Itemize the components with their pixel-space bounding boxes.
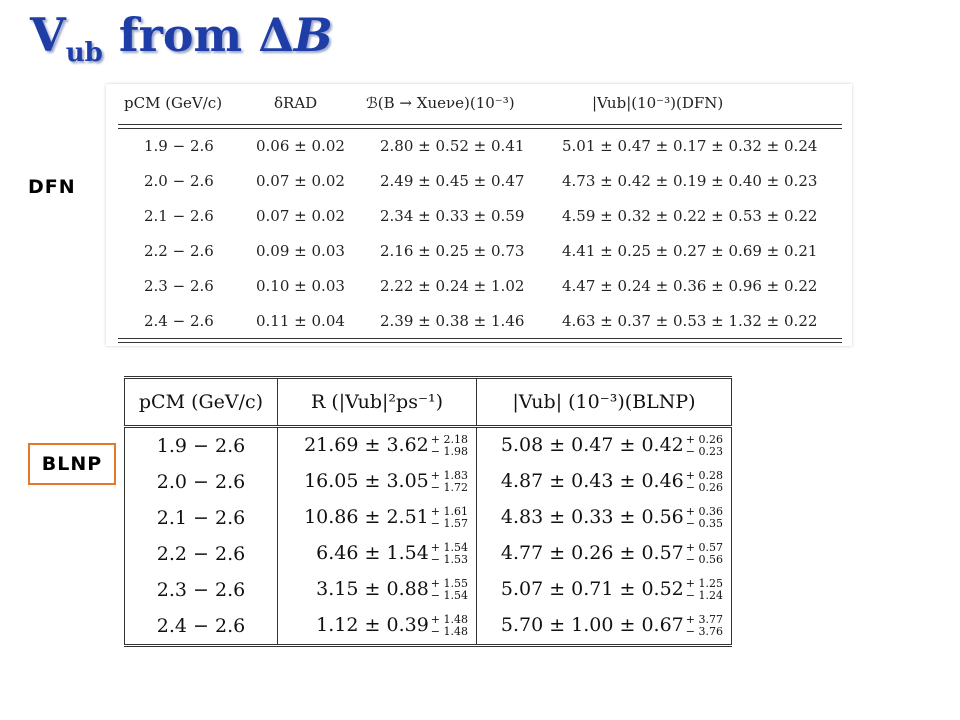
- blnp-cell-p: 2.4 − 2.6: [125, 608, 278, 646]
- blnp-cell-v: [477, 464, 732, 500]
- dfn-header-branching: ℬ(B → Xueνe)(10⁻³): [366, 94, 515, 112]
- blnp-cell-p: 2.2 − 2.6: [125, 536, 278, 572]
- asym-error: + 0.57 − 0.56: [685, 541, 723, 566]
- blnp-cell-r: [278, 536, 477, 572]
- dfn-cell: 2.34 ± 0.33 ± 0.59: [380, 207, 525, 225]
- value-text: 21.69 ± 3.62: [304, 434, 429, 456]
- asym-error: + 1.48 − 1.48: [430, 613, 468, 638]
- dfn-cell: 4.47 ± 0.24 ± 0.36 ± 0.96 ± 0.22: [562, 277, 818, 295]
- asym-error: + 1.61 − 1.57: [430, 505, 468, 530]
- dfn-cell: 2.3 − 2.6: [144, 277, 214, 295]
- table-row: [125, 464, 732, 500]
- dfn-label: DFN: [28, 176, 76, 198]
- dfn-header-vub: |Vub|(10⁻³)(DFN): [592, 94, 724, 112]
- dfn-cell: 0.07 ± 0.02: [256, 172, 345, 190]
- table-row: [125, 536, 732, 572]
- blnp-cell-p: 2.0 − 2.6: [125, 464, 278, 500]
- blnp-cell-r: [278, 500, 477, 536]
- value-text: 4.83 ± 0.33 ± 0.56: [500, 506, 684, 528]
- value-text: 16.05 ± 3.05: [304, 470, 429, 492]
- dfn-cell: 4.73 ± 0.42 ± 0.19 ± 0.40 ± 0.23: [562, 172, 818, 190]
- blnp-header-row: [125, 378, 732, 427]
- value-text: 5.70 ± 1.00 ± 0.67: [500, 614, 684, 636]
- table-row: [106, 312, 852, 336]
- dfn-rule-top: [118, 124, 842, 125]
- table-row: [106, 172, 852, 196]
- asym-error: + 3.77 − 3.76: [685, 613, 723, 638]
- asym-error: + 1.55 − 1.54: [430, 577, 468, 602]
- blnp-cell-v: [477, 608, 732, 646]
- asym-error: + 1.25 − 1.24: [685, 577, 723, 602]
- dfn-cell: 2.49 ± 0.45 ± 0.47: [380, 172, 525, 190]
- dfn-cell: 2.2 − 2.6: [144, 242, 214, 260]
- blnp-header-vub: |Vub| (10⁻³)(BLNP): [477, 378, 732, 427]
- blnp-table: [122, 372, 734, 688]
- table-row: [125, 427, 732, 465]
- value-text: 10.86 ± 2.51: [304, 506, 429, 528]
- blnp-cell-v: [477, 536, 732, 572]
- blnp-cell-r: [278, 464, 477, 500]
- dfn-rule-bottom-2: [118, 342, 842, 343]
- dfn-cell: 1.9 − 2.6: [144, 137, 214, 155]
- title-rest: from Δ: [118, 8, 294, 62]
- blnp-cell-r: [278, 572, 477, 608]
- title-script-b: B: [293, 8, 333, 62]
- dfn-header-delta: δRAD: [274, 94, 318, 112]
- dfn-cell: 4.59 ± 0.32 ± 0.22 ± 0.53 ± 0.22: [562, 207, 818, 225]
- dfn-cell: 5.01 ± 0.47 ± 0.17 ± 0.32 ± 0.24: [562, 137, 818, 155]
- dfn-cell: 4.63 ± 0.37 ± 0.53 ± 1.32 ± 0.22: [562, 312, 818, 330]
- asym-error: + 0.28 − 0.26: [685, 469, 723, 494]
- value-text: 4.87 ± 0.43 ± 0.46: [500, 470, 684, 492]
- dfn-cell: 0.11 ± 0.04: [256, 312, 345, 330]
- dfn-cell: 2.0 − 2.6: [144, 172, 214, 190]
- dfn-rule-top-2: [118, 128, 842, 129]
- blnp-header-r: R (|Vub|²ps⁻¹): [278, 378, 477, 427]
- asym-error: + 0.26 − 0.23: [685, 433, 723, 458]
- value-text: 1.12 ± 0.39: [316, 614, 429, 636]
- dfn-header-row: [106, 94, 852, 118]
- blnp-cell-p: 2.1 − 2.6: [125, 500, 278, 536]
- value-text: 3.15 ± 0.88: [316, 578, 429, 600]
- slide-title: [30, 8, 333, 68]
- dfn-cell: 2.4 − 2.6: [144, 312, 214, 330]
- dfn-cell: 4.41 ± 0.25 ± 0.27 ± 0.69 ± 0.21: [562, 242, 818, 260]
- table-row: [106, 277, 852, 301]
- asym-error: + 1.83 − 1.72: [430, 469, 468, 494]
- dfn-cell: 2.39 ± 0.38 ± 1.46: [380, 312, 525, 330]
- value-text: 5.08 ± 0.47 ± 0.42: [500, 434, 684, 456]
- blnp-header-pcm: pCM (GeV/c): [125, 378, 278, 427]
- table-row: [106, 242, 852, 266]
- asym-error: + 1.54 − 1.53: [430, 541, 468, 566]
- dfn-cell: 2.1 − 2.6: [144, 207, 214, 225]
- value-text: 6.46 ± 1.54: [316, 542, 429, 564]
- dfn-cell: 0.09 ± 0.03: [256, 242, 345, 260]
- title-v: V: [30, 8, 66, 62]
- dfn-cell: 2.16 ± 0.25 ± 0.73: [380, 242, 525, 260]
- dfn-cell: 0.06 ± 0.02: [256, 137, 345, 155]
- dfn-cell: 0.07 ± 0.02: [256, 207, 345, 225]
- blnp-cell-p: 2.3 − 2.6: [125, 572, 278, 608]
- table-row: [106, 137, 852, 161]
- blnp-cell-v: [477, 427, 732, 465]
- table-row: [125, 500, 732, 536]
- asym-error: + 0.36 − 0.35: [685, 505, 723, 530]
- dfn-cell: 0.10 ± 0.03: [256, 277, 345, 295]
- asym-error: + 2.18 − 1.98: [430, 433, 468, 458]
- dfn-rule-bottom: [118, 338, 842, 339]
- table-row: [125, 608, 732, 646]
- blnp-cell-v: [477, 572, 732, 608]
- blnp-label: BLNP: [28, 443, 116, 485]
- value-text: 5.07 ± 0.71 ± 0.52: [500, 578, 684, 600]
- blnp-cell-r: [278, 608, 477, 646]
- dfn-cell: 2.22 ± 0.24 ± 1.02: [380, 277, 525, 295]
- title-subscript: ub: [65, 38, 103, 69]
- dfn-cell: 2.80 ± 0.52 ± 0.41: [380, 137, 525, 155]
- blnp-cell-r: [278, 427, 477, 465]
- value-text: 4.77 ± 0.26 ± 0.57: [500, 542, 684, 564]
- blnp-cell-v: [477, 500, 732, 536]
- dfn-table: [106, 84, 852, 346]
- dfn-header-pcm: pCM (GeV/c): [124, 94, 223, 112]
- table-row: [125, 572, 732, 608]
- blnp-cell-p: 1.9 − 2.6: [125, 427, 278, 465]
- table-row: [106, 207, 852, 231]
